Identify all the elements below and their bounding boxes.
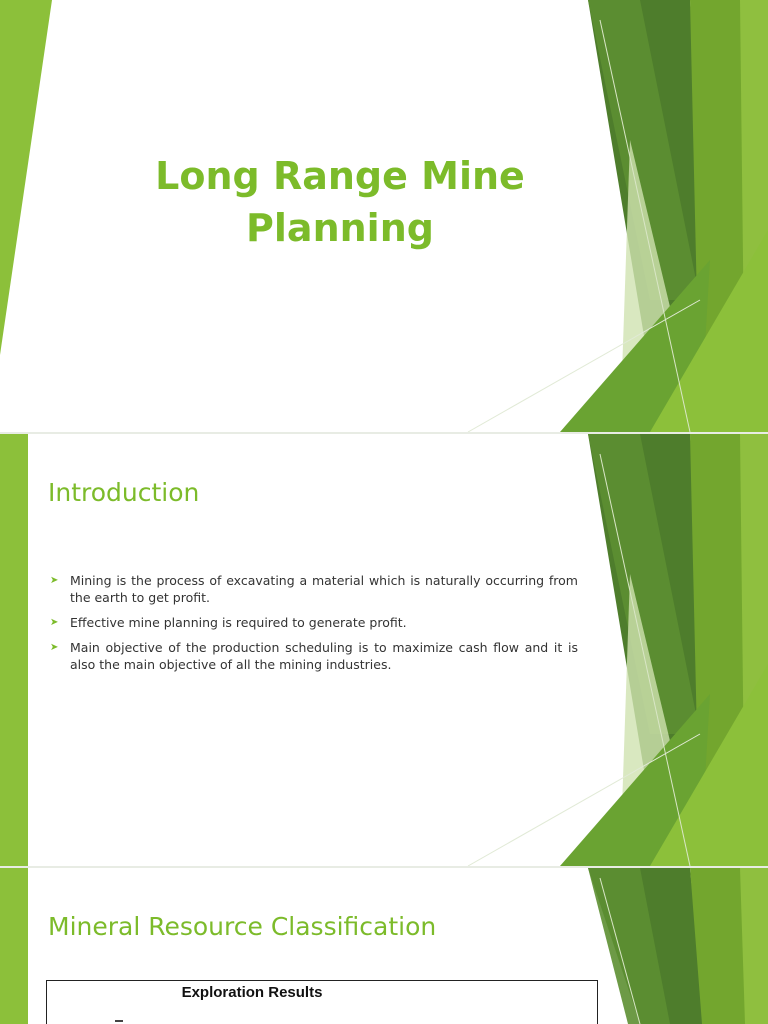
- bullet-text: Effective mine planning is required to generate profit.: [70, 615, 407, 630]
- bullet-text: Mining is the process of excavating a material which is naturally occurring from the earth to get profit.: [70, 573, 578, 605]
- section-heading: Introduction: [48, 478, 200, 507]
- bullet-item: [48, 614, 578, 631]
- classification-slide: [0, 868, 768, 1024]
- arrow-right-icon: ➤: [50, 617, 59, 628]
- classification-diagram: [46, 980, 598, 1024]
- arrow-right-icon: ➤: [50, 642, 59, 653]
- bullet-item: [48, 572, 578, 606]
- bullet-item: [48, 639, 578, 673]
- introduction-slide: [0, 434, 768, 866]
- exploration-results-label: Exploration Results: [181, 984, 323, 1001]
- diagram-connector: [115, 1020, 123, 1022]
- bullet-list: [48, 572, 578, 681]
- title-slide: [0, 0, 768, 432]
- arrow-right-icon: ➤: [50, 575, 59, 586]
- page-title: Long Range Mine Planning: [155, 154, 525, 250]
- bullet-text: Main objective of the production scheduling is to maximize cash flow and it is also the main objective of all the mining industries.: [70, 640, 578, 672]
- section-heading: Mineral Resource Classification: [48, 912, 437, 941]
